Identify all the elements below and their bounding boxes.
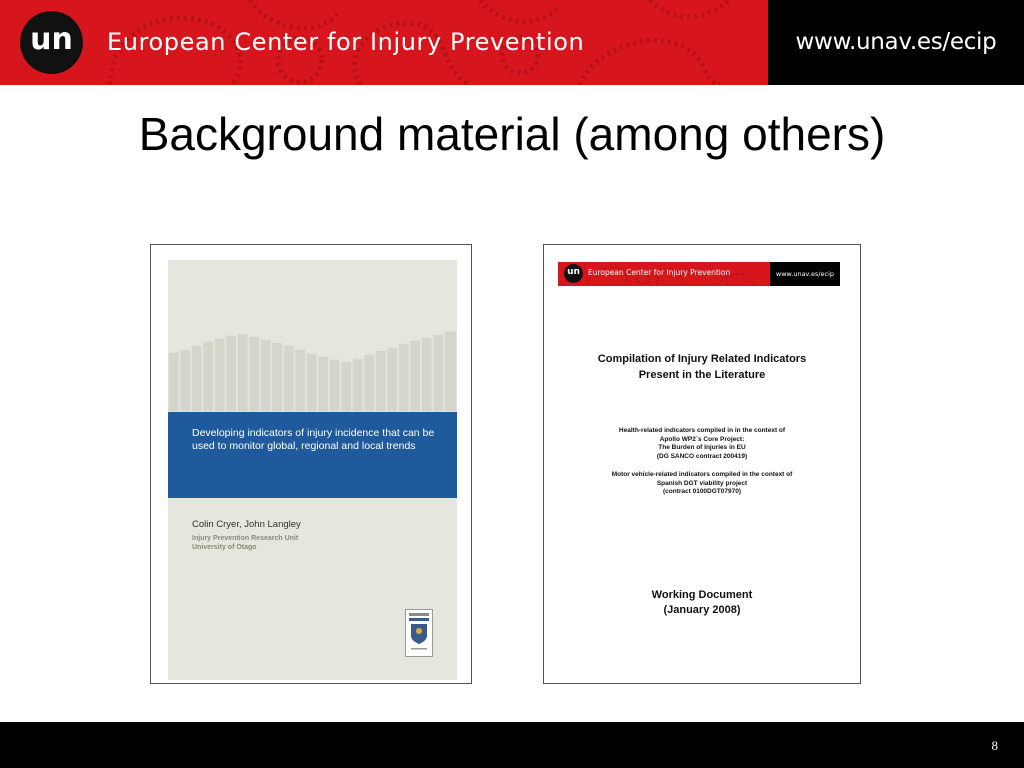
document-thumbnail-right [543, 244, 861, 684]
footer-bar [0, 722, 1024, 768]
cover-university: University of Otago [192, 544, 257, 551]
document-heading-line1: Compilation of Injury Related Indicators [597, 353, 807, 365]
block1-line: The Burden of Injuries in EU [658, 444, 746, 451]
document-footer-line1: Working Document [651, 589, 753, 601]
page-number: 8 [991, 738, 998, 753]
document-context-block-2 [544, 471, 860, 497]
slide-title: Background material (among others) [138, 108, 886, 160]
cover-title: Developing indicators of injury incidence that can be used to monitor global, regional and local trends [192, 427, 435, 452]
mini-url-box [770, 262, 840, 286]
block1-line: (DG SANCO contract 200419) [656, 452, 748, 460]
cover-title-band [168, 412, 457, 498]
block1-line: Apollo WP2´s Core Project: [659, 435, 745, 443]
mini-banner-title: European Center for Injury Prevention [588, 268, 731, 277]
cover-unit: Injury Prevention Research Unit [192, 535, 299, 542]
report-cover [168, 260, 457, 680]
banner-title: European Center for Injury Prevention [107, 28, 585, 56]
document-thumbnail-left [150, 244, 472, 684]
cover-bar-graphic [168, 315, 457, 412]
block2-line: Spanish DGT viability project [656, 479, 748, 487]
banner-url-box [768, 0, 1024, 85]
header-banner [0, 0, 1024, 85]
document-heading-line2: Present in the Literature [638, 369, 766, 381]
document-heading [544, 351, 860, 383]
university-crest-icon [405, 609, 433, 657]
banner-url: www.unav.es/ecip [795, 29, 997, 55]
document-context-block-1 [544, 427, 860, 461]
document-footer-line2: (January 2008) [663, 604, 741, 616]
document-footer [544, 588, 860, 618]
block1-line: Health-related indicators compiled in in the context of [618, 427, 786, 434]
block2-line: Motor vehicle-related indicators compiled in the context of [611, 471, 793, 478]
block2-line: (contract 0100DGT07970) [662, 488, 742, 495]
cover-authors: Colin Cryer, John Langley [192, 519, 301, 530]
mini-un-logo: un [564, 264, 583, 283]
un-logo: un [20, 11, 83, 74]
mini-banner-url: www.unav.es/ecip [775, 270, 835, 278]
mini-banner [558, 262, 840, 286]
cover-affiliation [192, 534, 298, 552]
